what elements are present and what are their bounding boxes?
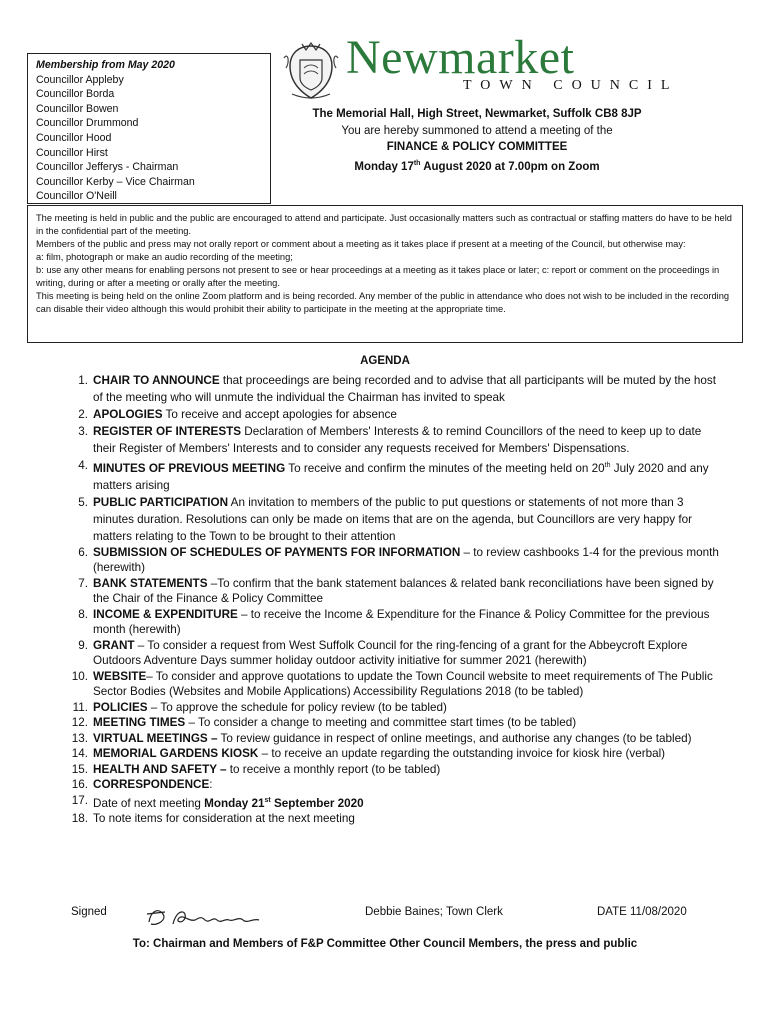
notice-paragraph: a: film, photograph or make an audio recording of the meeting; bbox=[36, 252, 293, 262]
agenda-item-heading: CHAIR TO ANNOUNCE bbox=[93, 374, 220, 387]
agenda-item-text: to receive a monthly report (to be tabled) bbox=[226, 762, 441, 776]
meeting-venue: The Memorial Hall, High Street, Newmarket, Suffolk CB8 8JP bbox=[312, 108, 642, 120]
agenda-title: AGENDA bbox=[360, 355, 410, 367]
agenda-list bbox=[58, 372, 722, 827]
agenda-item bbox=[58, 669, 722, 700]
agenda-item-heading: APOLOGIES bbox=[93, 408, 163, 421]
agenda-item bbox=[58, 777, 722, 793]
agenda-item-heading: INCOME & EXPENDITURE bbox=[93, 607, 238, 621]
agenda-item-heading: MINUTES OF PREVIOUS MEETING bbox=[93, 461, 286, 475]
agenda-item-text: – To approve the schedule for policy review (to be tabled) bbox=[147, 700, 447, 714]
agenda-item-text: An invitation to members of the public to put questions or statements of not more than 3 minutes duration. Resolutions can only be made on items that are on the agenda, but Councillors are very happy for matters relating to the Town to be brought to their attention bbox=[93, 495, 693, 543]
agenda-item-ordinal: th bbox=[604, 462, 611, 469]
agenda-item-text: July 2020 and any matters arising bbox=[93, 461, 709, 492]
member-item: Councillor Jefferys - Chairman bbox=[36, 161, 179, 174]
signature-icon bbox=[143, 902, 263, 932]
agenda-item-number: 13. bbox=[71, 731, 88, 745]
member-item: Councillor Drummond bbox=[36, 117, 139, 130]
agenda-item-text: – To consider a change to meeting and committee start times (to be tabled) bbox=[185, 716, 577, 730]
agenda-item-number: 6. bbox=[78, 545, 88, 559]
agenda-item-number: 18. bbox=[71, 812, 88, 826]
agenda-item-number: 4. bbox=[78, 459, 88, 472]
agenda-item-text: Declaration of Members' Interests & to remind Councillors of the need to keep up to date their Register of Members' Interests and to consider any requests received for Members' Dispensations. bbox=[93, 425, 702, 455]
agenda-item-text: To receive and confirm the minutes of the meeting held on 20 bbox=[285, 461, 605, 475]
agenda-item-text: – To consider and approve quotations to update the Town Council website to meet requirements of The Public Sector Bodies (Websites and Mobile Applications) Accessibility Regulations 2018 (to be tabled) bbox=[93, 669, 713, 699]
member-item: Councillor O'Neill bbox=[36, 190, 117, 203]
agenda-item-text: – to receive the Income & Expenditure for the Finance & Policy Committee for the previous month (herewith) bbox=[93, 607, 710, 637]
agenda-item-text: Date of next meeting bbox=[93, 796, 205, 810]
agenda-item bbox=[58, 793, 722, 811]
agenda-item-date: Monday 21 bbox=[204, 796, 265, 810]
agenda-item bbox=[58, 638, 722, 669]
agenda-item bbox=[58, 494, 722, 545]
meeting-committee: FINANCE & POLICY COMMITTEE bbox=[386, 141, 568, 153]
notice-paragraph: This meeting is being held on the online Zoom platform and is being recorded. Any member of the public in attendance who does not wish to be included in the recording can disable their video although this would prohibit their ability to participate in the meeting at the appropriate time. bbox=[36, 291, 730, 314]
agenda-item-text: – to receive an update regarding the outstanding invoice for kiosk hire (verbal) bbox=[258, 747, 666, 761]
member-item: Councillor Appleby bbox=[36, 73, 124, 86]
agenda-item-heading: MEETING TIMES bbox=[93, 716, 186, 730]
meeting-summons: You are hereby summoned to attend a meeting of the bbox=[341, 124, 613, 137]
agenda-item-number: 11. bbox=[72, 700, 88, 714]
agenda-item-ordinal: st bbox=[264, 796, 271, 804]
agenda-item-heading: GRANT bbox=[93, 638, 135, 652]
agenda-item bbox=[58, 423, 722, 457]
agenda-item-heading: HEALTH AND SAFETY – bbox=[93, 762, 227, 776]
agenda-item-number: 7. bbox=[78, 576, 88, 590]
agenda-item-number: 16. bbox=[71, 778, 88, 792]
distribution-footer: To: Chairman and Members of F&P Committee Other Council Members, the press and public bbox=[132, 938, 638, 950]
agenda-item-text: To note items for consideration at the next meeting bbox=[93, 812, 355, 826]
signed-date: DATE 11/08/2020 bbox=[597, 906, 687, 918]
agenda-item-number: 8. bbox=[78, 607, 88, 621]
agenda-item-text: – To consider a request from West Suffolk Council for the ring-fencing of a grant for the Abbeycroft Explore Outdoors Adventure Days summer holiday outdoor activity initiative for summer 2021 (herewith) bbox=[93, 638, 688, 668]
agenda-item-text: –To confirm that the bank statement balances & related bank reconciliations have been signed by the Chair of the Finance & Policy Committee bbox=[93, 576, 714, 606]
agenda-item-number: 15. bbox=[71, 762, 88, 776]
agenda-item bbox=[58, 762, 722, 778]
agenda-item bbox=[58, 457, 722, 494]
council-crest-icon bbox=[280, 40, 342, 102]
agenda-item-number: 10. bbox=[71, 669, 88, 683]
signed-label: Signed bbox=[71, 906, 107, 918]
agenda-item-heading: SUBMISSION OF SCHEDULES OF PAYMENTS FOR INFORMATION bbox=[93, 545, 461, 559]
agenda-item bbox=[58, 715, 722, 731]
membership-box bbox=[27, 53, 271, 204]
agenda-item bbox=[58, 372, 722, 406]
notice-paragraph: Members of the public and press may not orally report or comment about a meeting as it takes place if present at a meeting of the Council, but otherwise may: bbox=[36, 239, 686, 249]
agenda-item-date: September 2020 bbox=[270, 796, 364, 810]
agenda-item bbox=[58, 700, 722, 716]
agenda-item-heading: VIRTUAL MEETINGS – bbox=[93, 731, 218, 745]
member-item: Councillor Bowen bbox=[36, 102, 119, 115]
meeting-date: Monday 17th August 2020 at 7.00pm on Zoom bbox=[354, 159, 600, 173]
agenda-item-heading: CORRESPONDENCE bbox=[93, 778, 210, 792]
agenda-item-number: 9. bbox=[78, 638, 88, 652]
agenda-item-number: 12. bbox=[71, 716, 88, 730]
agenda-item-heading: WEBSITE bbox=[93, 669, 147, 683]
agenda-item-text: : bbox=[209, 778, 213, 792]
member-item: Councillor Hood bbox=[36, 131, 112, 144]
agenda-item-heading: MEMORIAL GARDENS KIOSK bbox=[93, 747, 259, 761]
agenda-item bbox=[58, 811, 722, 827]
agenda-item-text: that proceedings are being recorded and to advise that all participants will be muted by the host of the meeting who will unmute the individual the Chairman has invited to speak bbox=[93, 374, 716, 404]
agenda-item-heading: BANK STATEMENTS bbox=[93, 576, 208, 590]
agenda-item bbox=[58, 731, 722, 747]
council-subtitle: TOWN COUNCIL bbox=[463, 78, 679, 93]
agenda-item-heading: POLICIES bbox=[93, 700, 148, 714]
member-item: Councillor Borda bbox=[36, 88, 115, 101]
agenda-item-number: 14. bbox=[71, 747, 88, 761]
public-notice-box bbox=[27, 205, 743, 343]
agenda-item-text: – to review cashbooks 1-4 for the previous month (herewith) bbox=[93, 545, 719, 575]
notice-paragraph: b: use any other means for enabling persons not present to see or hear proceedings at a meeting as it takes place or later; c: report or comment on the proceedings in writing, during or after a meeting or orally after the meeting. bbox=[36, 265, 720, 288]
signatory-name: Debbie Baines; Town Clerk bbox=[365, 906, 503, 918]
agenda-item bbox=[58, 576, 722, 607]
agenda-item-number: 3. bbox=[78, 425, 88, 438]
agenda-item bbox=[58, 607, 722, 638]
member-item: Councillor Hirst bbox=[36, 146, 108, 159]
council-logo bbox=[280, 31, 700, 102]
notice-paragraph: The meeting is held in public and the public are encouraged to attend and participate. Just occasionally matters such as contractual or staffing matters do have to be held in the confidential part of the meeting. bbox=[36, 213, 732, 236]
agenda-item-number: 2. bbox=[78, 408, 88, 421]
agenda-item-number: 1. bbox=[78, 374, 88, 387]
agenda-item-number: 17. bbox=[71, 793, 88, 807]
member-item: Councillor Kerby – Vice Chairman bbox=[36, 175, 195, 188]
agenda-item-text: To review guidance in respect of online meetings, and authorise any changes (to be tabled) bbox=[217, 731, 692, 745]
agenda-item-number: 5. bbox=[78, 495, 88, 509]
agenda-item-heading: REGISTER OF INTERESTS bbox=[93, 425, 242, 438]
agenda-item-text: To receive and accept apologies for absence bbox=[162, 408, 397, 421]
agenda-item-heading: PUBLIC PARTICIPATION bbox=[93, 495, 229, 509]
agenda-item bbox=[58, 406, 722, 423]
council-name: Newmarket bbox=[346, 31, 575, 84]
membership-heading: Membership from May 2020 bbox=[36, 59, 175, 71]
meeting-details bbox=[282, 106, 672, 175]
agenda-item bbox=[58, 746, 722, 762]
agenda-item bbox=[58, 545, 722, 576]
